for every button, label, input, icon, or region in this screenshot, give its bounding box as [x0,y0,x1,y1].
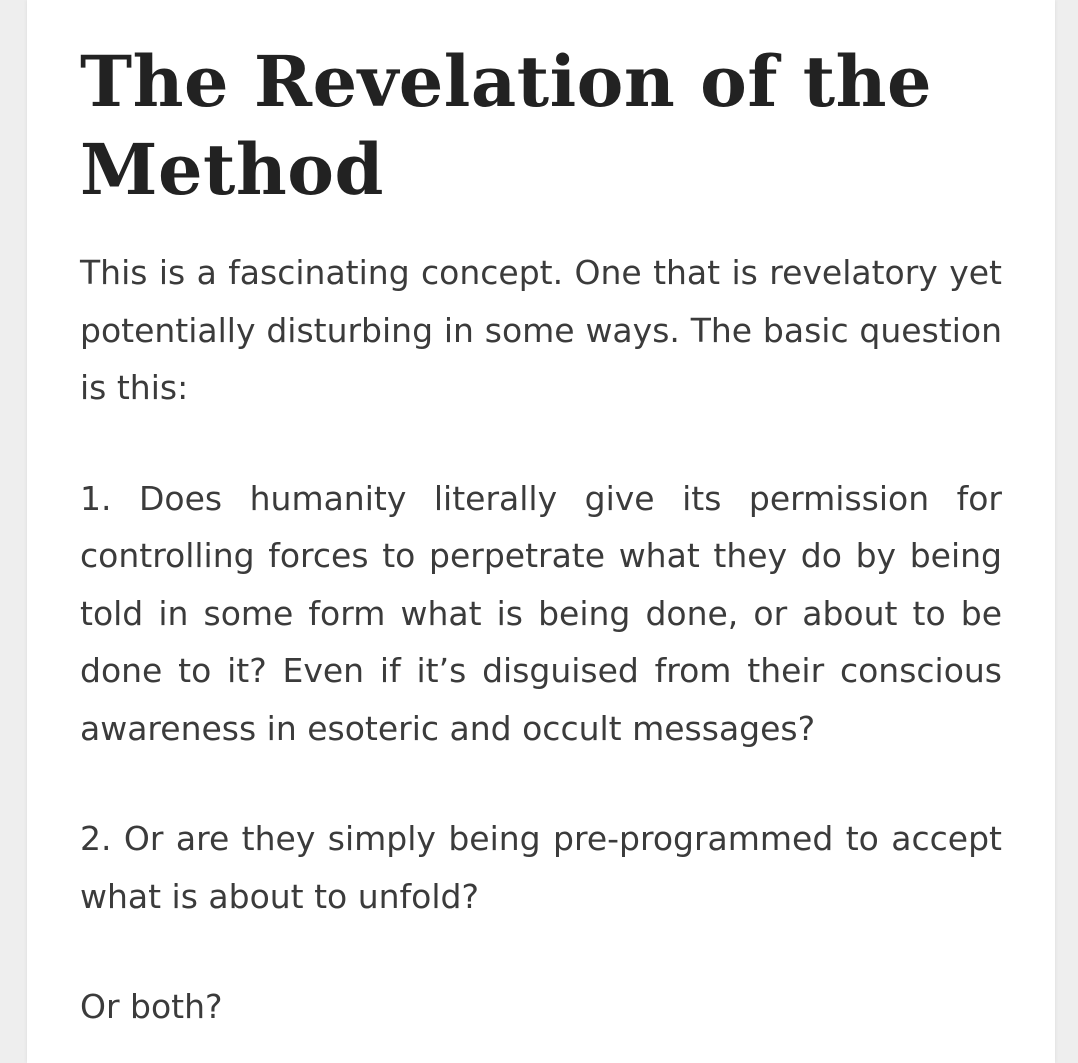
article-card [27,0,1055,1063]
article-body [80,244,1002,1036]
article-title: The Revelation of the Method [80,40,933,211]
article-paragraph-question-1: 1. Does humanity literally give its permission for controlling forces to perpetrate what they do by being told in some form what is being done, or about to be done to it? Even if it’s disguised from their conscious awareness in esoteric and occult messages? [80,478,1002,748]
article-paragraph-question-2: 2. Or are they simply being pre-programmed to accept what is about to unfold? [80,819,1002,916]
article-paragraph-closing: Or both? [80,987,223,1026]
article-paragraph-intro: This is a fascinating concept. One that is revelatory yet potentially disturbing in some ways. The basic question is this: [80,253,1002,407]
